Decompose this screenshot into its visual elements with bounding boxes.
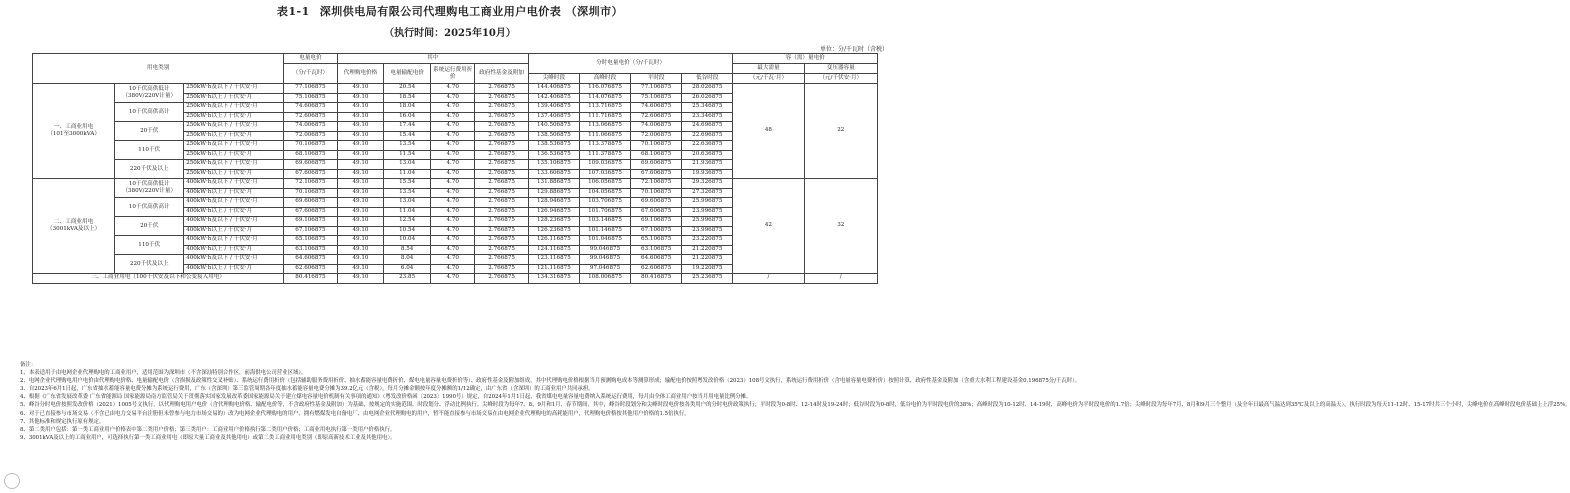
cell-transmission: 12.54 (384, 217, 431, 227)
cell-fund: 2.766875 (475, 122, 528, 132)
cell-system-op: 4.70 (430, 169, 474, 179)
cell-valley: 25.996875 (682, 198, 733, 208)
cell-peak: 126.236875 (528, 226, 579, 236)
cell-fund: 2.766875 (475, 141, 528, 151)
cell-high: 111.066875 (579, 131, 630, 141)
note-line: 5、峰谷分时电价按照发改价格（2021）1005号文执行，以代理购电用户电价（含代理购电价格、输配电价等，不含政府性基金及附加）为基础，按规定的实施范围、时段划分、浮动比例执行。尖峰时段为每年7、8、9月和1月、春节期间，其中，峰谷时段划分和尖峰时段电价按各类用户的分时电价政策执行；平时段为0-8时、12-14时及19-24时；低谷时段为0-8时，低谷电价为平时段电价的38%；高峰时段为10-12时、14-19时，高峰电价为平时段电价的1.7倍；尖峰时段为每年7月、8月和9月三个整月（及全年日最高气温达到35℃及以上的高温天），执行时段为每天11-12时、15-17时共三个小时，尖峰电价在高峰时段电价基础上上浮25%。 (20, 402, 1570, 409)
cell-proxy: 49.10 (337, 236, 384, 246)
cell-flat: 74.606875 (631, 103, 682, 113)
note-line: 8、第二类用户包括：第一类工商业用户价格表中第二类用户价格；第三类用户：工商业用户价格执行第二类用户价格；工商业用电执行第一类用户价格执行。 (20, 426, 396, 433)
tier-label: 250kW·h及以下 / 千伏安·月 (184, 122, 284, 132)
cell-flat: 68.106875 (631, 150, 682, 160)
header-peak: 尖峰时段 (528, 74, 579, 84)
cell-peak: 139.406875 (528, 103, 579, 113)
cell-flat: 64.606875 (631, 255, 682, 265)
cell-flat: 72.106875 (631, 179, 682, 189)
cell-valley: 28.026875 (682, 84, 733, 94)
cell-transmission: 10.54 (384, 226, 431, 236)
cell-peak: 134.316875 (528, 274, 579, 284)
cell-price: 67.106875 (284, 226, 337, 236)
cell-peak: 129.886875 (528, 188, 579, 198)
table-row (33, 274, 878, 284)
cell-high: 111.716875 (579, 112, 630, 122)
cell-system-op: 4.70 (430, 160, 474, 170)
cell-system-op: 4.70 (430, 217, 474, 227)
cell-proxy: 49.10 (337, 255, 384, 265)
cell-valley: 26.026875 (682, 93, 733, 103)
tier-label: 250kW·h以上 / 千伏安·月 (184, 150, 284, 160)
cell-transmission: 13.04 (384, 160, 431, 170)
group-label (33, 84, 115, 179)
execution-time: （执行时间：2025年10月） (384, 28, 516, 39)
cell-valley: 19.220875 (682, 264, 733, 274)
cell-price: 77.106875 (284, 84, 337, 94)
header-capacity: 容（需）量电价 (733, 54, 878, 64)
cell-peak: 124.116875 (528, 245, 579, 255)
cell-peak: 138.506875 (528, 131, 579, 141)
cell-flat: 74.006875 (631, 122, 682, 132)
cell-high: 108.006875 (579, 274, 630, 284)
voltage-label-line2: （380V/220V计量） (122, 188, 177, 194)
watermark-logo (4, 473, 20, 489)
cell-transformer: 22 (804, 84, 878, 179)
cell-transmission: 17.44 (384, 122, 431, 132)
cell-transformer: 32 (804, 179, 878, 274)
unit-label: 单位：分/千瓦时（含税） (819, 46, 888, 53)
cell-proxy: 49.10 (337, 112, 384, 122)
tier-label: 400kW·h及以下 / 千伏安·月 (184, 236, 284, 246)
voltage-label-line1: 10千伏高供低计 (128, 181, 170, 188)
voltage-label-line1: 110千伏 (138, 241, 161, 248)
cell-fund: 2.766875 (475, 198, 528, 208)
cell-price: 65.106875 (284, 236, 337, 246)
tier-label: 400kW·h及以下 / 千伏安·月 (184, 217, 284, 227)
cell-valley: 25.236875 (682, 274, 733, 284)
cell-peak: 126.946875 (528, 207, 579, 217)
cell-transmission: 23.85 (384, 274, 431, 284)
cell-transmission: 18.54 (384, 93, 431, 103)
cell-price: 68.106875 (284, 150, 337, 160)
cell-transmission: 20.54 (384, 84, 431, 94)
cell-fund: 2.766875 (475, 112, 528, 122)
cell-peak: 138.536875 (528, 141, 579, 151)
table-row (33, 179, 878, 189)
cell-flat: 62.606875 (631, 264, 682, 274)
cell-price: 72.006875 (284, 131, 337, 141)
note-line: 4、根据《广东省发展改革委 广东省能源局 国家能源局南方监管局关于贯彻落实国家发展改革委国家能源局关于建立煤电容量电价机制有关事项的通知》（粤发改价格函〔2023〕1990号）规定，自2024年1月1日起，我省煤电电量容量电费纳入系统运行费用，每月由全体工商业用户按当月用电量比例分摊。 (20, 394, 752, 401)
cell-price: 69.606875 (284, 160, 337, 170)
cell-flat: 65.106875 (631, 236, 682, 246)
header-proxy: 代理购电价格 (337, 64, 384, 84)
cell-high: 113.716875 (579, 103, 630, 113)
voltage-label-line1: 10千伏高供低计 (128, 86, 170, 93)
price-table (32, 53, 878, 284)
cell-valley: 22.636875 (682, 141, 733, 151)
cell-fund: 2.766875 (475, 131, 528, 141)
note-line: 备注： (20, 362, 37, 368)
cell-flat: 77.106875 (631, 84, 682, 94)
cell-valley: 25.996875 (682, 217, 733, 227)
cell-system-op: 4.70 (430, 264, 474, 274)
cell-fund: 2.766875 (475, 93, 528, 103)
cell-proxy: 49.10 (337, 274, 384, 284)
group-label (33, 179, 115, 274)
note-line: 7、其他标准和规定执行原有规定。 (20, 418, 105, 425)
cell-system-op: 4.70 (430, 188, 474, 198)
cell-system-op: 4.70 (430, 198, 474, 208)
cell-peak: 128.236875 (528, 217, 579, 227)
tier-label: 400kW·h以上 / 千伏安·月 (184, 188, 284, 198)
cell-proxy: 49.10 (337, 93, 384, 103)
cell-system-op: 4.70 (430, 236, 474, 246)
note-line: 1、本表适用于由电网企业代理购电的工商业用户，适用范围为深圳市（不含深汕特别合作区，前海供电公司营业区域）。 (20, 370, 307, 377)
cell-flat: 63.106875 (631, 245, 682, 255)
table-row (33, 84, 878, 94)
cell-fund: 2.766875 (475, 274, 528, 284)
voltage-label (115, 255, 184, 274)
tier-label: 250kW·h以上 / 千伏安·月 (184, 93, 284, 103)
tier-label: 400kW·h及以下 / 千伏安·月 (184, 255, 284, 265)
cell-proxy: 49.10 (337, 198, 384, 208)
voltage-label-line1: 10千伏高供高计 (128, 203, 170, 210)
cell-system-op: 4.70 (430, 103, 474, 113)
cell-high: 109.036875 (579, 160, 630, 170)
cell-peak: 126.116875 (528, 236, 579, 246)
cell-high: 101.146875 (579, 226, 630, 236)
cell-fund: 2.766875 (475, 226, 528, 236)
cell-max-demand: 42 (733, 179, 804, 274)
cell-high: 114.076875 (579, 93, 630, 103)
note-line: 2、电网企业代理购电用户电价由代理购电价格、电量输配电价（含损损及政策性交叉补贴）、系统运行费用折价（包括辅助服务费用折价、抽水蓄能容量电费折价、煤电电量容量电费折价等）、政府性基金及附加组成，其中代理购电价格根据当月预测购电成本等测算形成；输配电价按照粤发改价格（2023）108号文执行，系统运行费用折价（含电量容量电费折价）按照计算，政府性基金及附加（含重大水利工程建设基金0.196875分/千瓦时）。 (20, 378, 1081, 385)
cell-system-op: 4.70 (430, 131, 474, 141)
cell-valley: 23.220875 (682, 236, 733, 246)
group-label-line1: 一、工商业用电 (54, 124, 94, 131)
voltage-label (115, 103, 184, 122)
cell-system-op: 4.70 (430, 226, 474, 236)
cell-price: 70.106875 (284, 188, 337, 198)
cell-transmission: 15.44 (384, 131, 431, 141)
voltage-label-line1: 10千伏高供高计 (128, 108, 170, 115)
cell-proxy: 49.10 (337, 226, 384, 236)
cell-system-op: 4.70 (430, 150, 474, 160)
voltage-label (115, 84, 184, 103)
cell-system-op: 4.70 (430, 274, 474, 284)
cell-high: 99.046875 (579, 245, 630, 255)
cell-max-demand: 48 (733, 84, 804, 179)
voltage-label (115, 160, 184, 179)
cell-fund: 2.766875 (475, 236, 528, 246)
cell-price: 75.106875 (284, 93, 337, 103)
cell-price: 63.106875 (284, 245, 337, 255)
cell-price: 80.416875 (284, 274, 337, 284)
notes-section (20, 361, 1570, 442)
cell-fund: 2.766875 (475, 84, 528, 94)
group-3-rows (33, 274, 878, 284)
table-number: 表1-1 (276, 5, 310, 18)
cell-system-op: 4.70 (430, 179, 474, 189)
cell-system-op: 4.70 (430, 255, 474, 265)
cell-price: 69.106875 (284, 217, 337, 227)
cell-valley: 21.936875 (682, 160, 733, 170)
cell-system-op: 4.70 (430, 245, 474, 255)
table-title: 深圳供电局有限公司代理购电工商业用户电价表 （深圳市） (319, 5, 624, 18)
cell-flat: 69.606875 (631, 198, 682, 208)
tier-label: 250kW·h以上 / 千伏安·月 (184, 112, 284, 122)
cell-proxy: 49.10 (337, 150, 384, 160)
header-max-demand: 最大需量 (733, 64, 804, 74)
cell-high: 107.036875 (579, 169, 630, 179)
cell-valley: 27.326875 (682, 188, 733, 198)
cell-valley: 29.326875 (682, 179, 733, 189)
cell-price: 74.006875 (284, 122, 337, 132)
cell-proxy: 49.10 (337, 207, 384, 217)
cell-proxy: 49.10 (337, 188, 384, 198)
header-flat: 平时段 (631, 74, 682, 84)
cell-valley: 23.346875 (682, 112, 733, 122)
cell-high: 111.378875 (579, 150, 630, 160)
tier-label: 400kW·h以上 / 千伏安·月 (184, 207, 284, 217)
cell-transmission: 8.04 (384, 255, 431, 265)
cell-fund: 2.766875 (475, 150, 528, 160)
voltage-label (115, 179, 184, 198)
cell-valley: 23.996875 (682, 207, 733, 217)
header-fund: 政府性基金及附加 (475, 64, 528, 84)
cell-high: 101.046875 (579, 236, 630, 246)
cell-proxy: 49.10 (337, 264, 384, 274)
group-label-line1: 二、工商业用电 (54, 219, 94, 226)
header-transmission: 电量输配电价 (384, 64, 431, 84)
voltage-label (115, 217, 184, 236)
row3-label: 三、工商业用电（100千伏安及以下和公变接入用电） (33, 274, 284, 284)
cell-proxy: 49.10 (337, 245, 384, 255)
cell-high: 97.046875 (579, 264, 630, 274)
cell-proxy: 49.10 (337, 122, 384, 132)
cell-proxy: 49.10 (337, 169, 384, 179)
cell-peak: 123.116875 (528, 255, 579, 265)
voltage-label-line1: 220千伏及以上 (129, 165, 169, 172)
cell-proxy: 49.10 (337, 103, 384, 113)
tier-label: 250kW·h以上 / 千伏安·月 (184, 131, 284, 141)
voltage-label-line1: 20千伏 (140, 222, 159, 229)
header-tou: 分时电量电价（分/千瓦时） (528, 54, 733, 74)
cell-high: 99.046875 (579, 255, 630, 265)
cell-peak: 140.506875 (528, 122, 579, 132)
cell-fund: 2.766875 (475, 245, 528, 255)
tier-label: 250kW·h及以下 / 千伏安·月 (184, 103, 284, 113)
header-system-op: 系统运行费用折价 (430, 64, 474, 84)
cell-peak: 136.536875 (528, 150, 579, 160)
cell-flat: 72.006875 (631, 131, 682, 141)
cell-fund: 2.766875 (475, 169, 528, 179)
cell-proxy: 49.10 (337, 141, 384, 151)
cell-price: 67.606875 (284, 169, 337, 179)
cell-high: 106.056875 (579, 179, 630, 189)
note-line: 9、3001kVA及以上的工商业用户，可选择执行第一类工商业用电（即原大量工商业及其他用电）或第二类工商业用电类别（即原高新技术工业及其他用电）。 (20, 434, 396, 441)
cell-price: 72.606875 (284, 112, 337, 122)
table-header (33, 54, 878, 84)
cell-peak: 128.946875 (528, 198, 579, 208)
cell-proxy: 49.10 (337, 160, 384, 170)
voltage-label (115, 122, 184, 141)
header-valley: 低谷时段 (682, 74, 733, 84)
cell-flat: 72.606875 (631, 112, 682, 122)
header-high: 高峰时段 (579, 74, 630, 84)
cell-valley: 20.636875 (682, 150, 733, 160)
cell-valley: 25.346875 (682, 103, 733, 113)
tier-label: 250kW·h及以下 / 千伏安·月 (184, 84, 284, 94)
cell-transmission: 11.04 (384, 207, 431, 217)
cell-price: 74.606875 (284, 103, 337, 113)
cell-system-op: 4.70 (430, 84, 474, 94)
cell-fund: 2.766875 (475, 160, 528, 170)
tier-label: 400kW·h及以下 / 千伏安·月 (184, 198, 284, 208)
header-transformer-unit: （元/千伏安·月） (804, 74, 878, 84)
voltage-label (115, 198, 184, 217)
cell-fund: 2.766875 (475, 188, 528, 198)
cell-flat: 69.606875 (631, 160, 682, 170)
cell-proxy: 49.10 (337, 131, 384, 141)
tier-label: 400kW·h以上 / 千伏安·月 (184, 245, 284, 255)
cell-valley: 21.220875 (682, 255, 733, 265)
cell-max-demand: / (733, 274, 804, 284)
header-transformer: 变压器容量 (804, 64, 878, 74)
cell-transmission: 11.54 (384, 150, 431, 160)
header-category: 用电类别 (33, 54, 284, 84)
tier-label: 400kW·h以上 / 千伏安·月 (184, 264, 284, 274)
cell-peak: 142.406875 (528, 93, 579, 103)
header-max-demand-unit: （元/千瓦·月） (733, 74, 804, 84)
cell-price: 70.106875 (284, 141, 337, 151)
cell-flat: 70.106875 (631, 141, 682, 151)
group-label-line2: （3001kVA及以上） (46, 226, 101, 232)
voltage-label-line1: 110千伏 (138, 146, 161, 153)
cell-peak: 133.606875 (528, 169, 579, 179)
cell-peak: 144.406875 (528, 84, 579, 94)
cell-flat: 67.106875 (631, 226, 682, 236)
tier-label: 400kW·h及以下 / 千伏安·月 (184, 179, 284, 189)
note-line: 3、自2023年6月1日起，广东省抽水蓄能容量电费分摊为系统运行费用，广东（含深圳）第三监管周期各年度抽水蓄能容量电费分摊为39.2亿元（含税），每月分摊金额按年度分摊额的1/12确定，由广东省（含深圳）的工商业用户共同承担。 (20, 386, 594, 393)
header-price: 电量电价 (284, 54, 337, 64)
cell-flat: 80.416875 (631, 274, 682, 284)
header-price-unit: （分/千瓦时） (284, 64, 337, 84)
tier-label: 250kW·h以上 / 千伏安·月 (184, 169, 284, 179)
voltage-label (115, 236, 184, 255)
cell-high: 101.706875 (579, 207, 630, 217)
cell-transmission: 13.04 (384, 198, 431, 208)
cell-fund: 2.766875 (475, 264, 528, 274)
cell-proxy: 49.10 (337, 179, 384, 189)
cell-price: 67.606875 (284, 207, 337, 217)
voltage-label-line1: 220千伏及以上 (129, 260, 169, 267)
voltage-label (115, 141, 184, 160)
cell-flat: 75.106875 (631, 93, 682, 103)
cell-fund: 2.766875 (475, 217, 528, 227)
cell-transmission: 13.54 (384, 141, 431, 151)
cell-peak: 137.406875 (528, 112, 579, 122)
cell-flat: 67.606875 (631, 169, 682, 179)
cell-transformer: / (804, 274, 878, 284)
cell-fund: 2.766875 (475, 207, 528, 217)
cell-transmission: 11.04 (384, 169, 431, 179)
tier-label: 400kW·h以上 / 千伏安·月 (184, 226, 284, 236)
voltage-label-line2: （380V/220V计量） (122, 93, 177, 99)
cell-transmission: 6.04 (384, 264, 431, 274)
group-2-rows (33, 179, 878, 274)
cell-transmission: 16.04 (384, 112, 431, 122)
voltage-label-line1: 20千伏 (140, 127, 159, 134)
cell-proxy: 49.10 (337, 84, 384, 94)
cell-high: 113.378875 (579, 141, 630, 151)
cell-system-op: 4.70 (430, 122, 474, 132)
group-label-line2: （101至3000kVA） (47, 131, 101, 137)
cell-high: 116.076875 (579, 84, 630, 94)
cell-high: 104.056875 (579, 188, 630, 198)
cell-price: 64.606875 (284, 255, 337, 265)
header-among: 其中 (337, 54, 528, 64)
cell-transmission: 18.04 (384, 103, 431, 113)
cell-system-op: 4.70 (430, 141, 474, 151)
cell-transmission: 13.54 (384, 188, 431, 198)
cell-system-op: 4.70 (430, 93, 474, 103)
cell-flat: 67.606875 (631, 207, 682, 217)
cell-valley: 21.220875 (682, 245, 733, 255)
cell-peak: 121.116875 (528, 264, 579, 274)
tier-label: 250kW·h及以下 / 千伏安·月 (184, 141, 284, 151)
cell-high: 103.146875 (579, 217, 630, 227)
cell-fund: 2.766875 (475, 179, 528, 189)
cell-transmission: 10.04 (384, 236, 431, 246)
cell-high: 113.066875 (579, 122, 630, 132)
cell-peak: 135.106875 (528, 160, 579, 170)
cell-valley: 19.936875 (682, 169, 733, 179)
cell-peak: 131.886875 (528, 179, 579, 189)
cell-price: 72.106875 (284, 179, 337, 189)
tier-label: 250kW·h及以下 / 千伏安·月 (184, 160, 284, 170)
cell-fund: 2.766875 (475, 255, 528, 265)
cell-price: 69.606875 (284, 198, 337, 208)
group-1-rows (33, 84, 878, 179)
page-title (0, 3, 900, 19)
cell-proxy: 49.10 (337, 217, 384, 227)
cell-transmission: 15.54 (384, 179, 431, 189)
cell-valley: 23.996875 (682, 226, 733, 236)
cell-transmission: 8.54 (384, 245, 431, 255)
cell-valley: 22.696875 (682, 131, 733, 141)
cell-high: 103.706875 (579, 198, 630, 208)
cell-flat: 70.106875 (631, 188, 682, 198)
cell-price: 62.606875 (284, 264, 337, 274)
cell-system-op: 4.70 (430, 112, 474, 122)
cell-flat: 69.106875 (631, 217, 682, 227)
cell-valley: 24.696875 (682, 122, 733, 132)
cell-fund: 2.766875 (475, 103, 528, 113)
cell-system-op: 4.70 (430, 207, 474, 217)
note-line: 6、对于已直接参与市场交易（不含已由电力交易平台注册但未曾参与电力市场交易的）改为电网企业代理购电的用户，拥有燃煤发电自备电厂、由电网企业代理购电的用户，暂不能直接参与市场交易在由电网企业代理购电的高耗能用户，代理购电价格按其他用户价格的1.5倍执行。 (20, 410, 690, 417)
